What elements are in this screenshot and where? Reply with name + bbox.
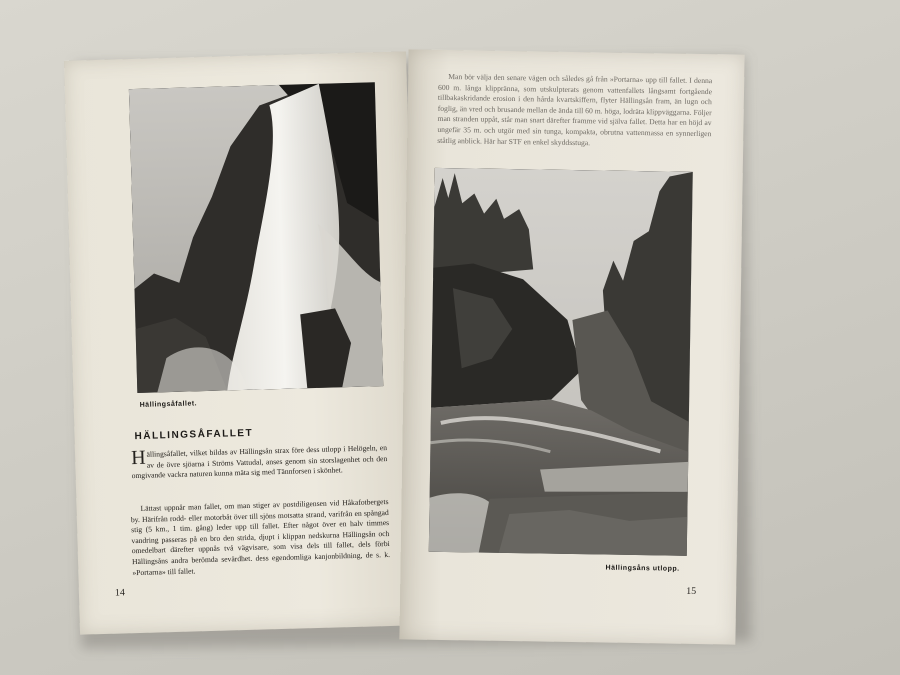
right-page [399, 49, 744, 644]
right-paragraph: Man bör välja den senare vägen och således gå från »Portarna» upp till fallet. I denna 600 m. långa klippränna, som utskulpterats genom vattenfallets långsamt fortgående tillbakaskridande erosion i den hårda kvartskiffern, flyter Hällingsån fram, än lugn och foglig, än vred och brusande mellan de ända till 60 m. höga, lodräta klippväggarna. Följer man stranden uppåt, står man snart därefter framme vid själva fallet. Detta har en höjd av ungefär 35 m. och utgör med sin tunga, kompakta, obrutna vattenmassa en synnerligen ståtlig anblick. Här har STF en enkel skyddsstuga. [437, 72, 713, 147]
right-photo-caption: Hällingsåns utlopp. [605, 564, 680, 573]
left-page-number: 14 [114, 587, 126, 599]
river-outlet-photo [429, 168, 693, 556]
left-photo-caption: Hällingsåfallet. [139, 400, 198, 409]
left-paragraph-1 [131, 443, 388, 482]
left-paragraph-2: Lättast uppnår man fallet, om man stiger av postdiligensen vid Håkafotbergets by. Härifrån rodd- eller motorbåt över till sjöns motsatta strand, varifrån en spångad stig (5 km., 1 tim. gång) leder upp till fallet. Efter något över en halv timmes vandring passeras på en bro den strida, djupt i klippan nedskurna Hällingsån och omedelbart därefter uppnås två vägvisare, som visa dels till fallet, dels förbi Hällingsåns andra berömda sevärdhet. dess egendomliga kanjonbildning, de s. k. »Portarna» till fallet. [130, 497, 391, 577]
drop-cap: H [130, 446, 146, 470]
left-paragraph-1-text: ällingsåfallet, vilket bildas av Hällingsån strax före dess utlopp i Helögeln, en av de övre sjöarna i Ströms Vattudal, anses genom sin storslagenhet och den omgivande vackra naturen kunna mäta sig med Tännforsen i skönhet. [131, 443, 388, 481]
section-heading: HÄLLINGSÅFALLET [134, 427, 254, 443]
right-page-number: 15 [686, 585, 697, 597]
waterfall-photo [129, 82, 383, 393]
left-page [64, 51, 422, 634]
